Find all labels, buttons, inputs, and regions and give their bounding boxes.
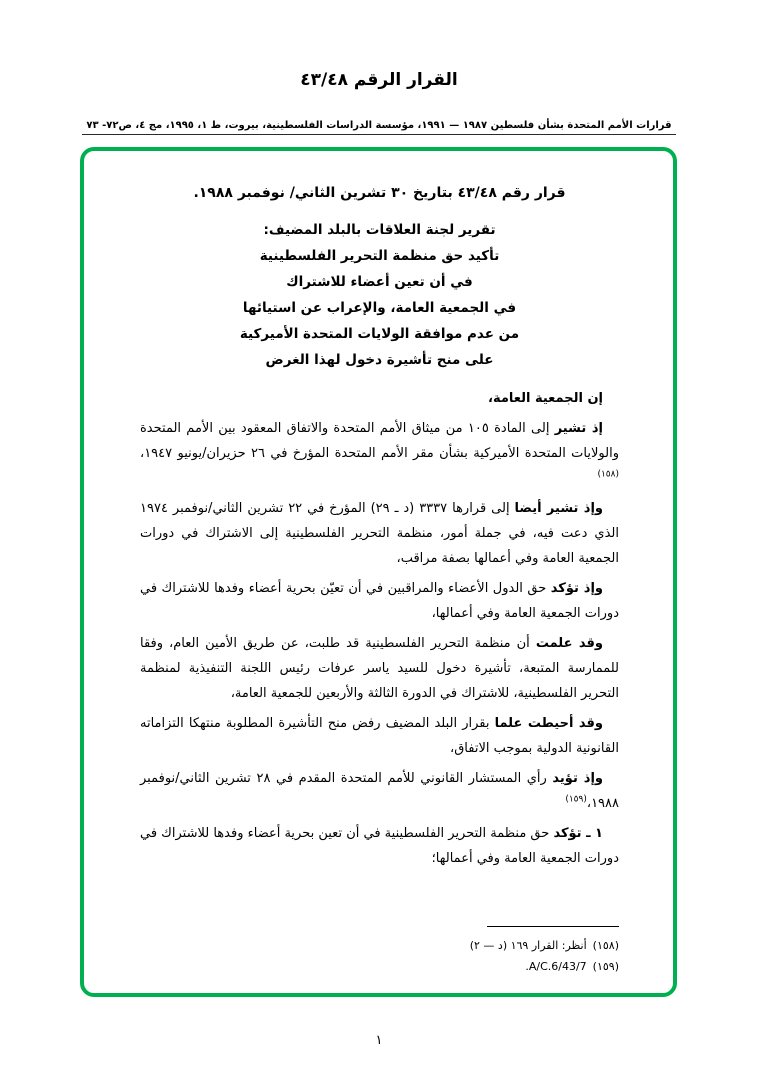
document-frame [80, 147, 677, 997]
footnote-text: أنظر: القرار ١٦٩ (د — ٢) [469, 939, 587, 952]
paragraph-recital [140, 766, 619, 816]
paragraph-lead: وقد أحيطت علما [494, 716, 604, 731]
paragraph-recital [140, 576, 619, 626]
footnotes-section [140, 926, 619, 977]
paragraph-text: حق منظمة التحرير الفلسطينية في أن تعين بحرية أعضاء وفدها للاشتراك في دورات الجمعية العامة وفي أعمالها؛ [140, 826, 619, 866]
page-number: ١ [375, 1033, 383, 1048]
resolution-body [140, 386, 619, 871]
subject-line: تأكيد حق منظمة التحرير الفلسطينية [259, 248, 500, 264]
paragraph-lead: إذ تشير [554, 421, 603, 436]
resolution-title: القرار الرقم ٤٣/٤٨ [300, 70, 458, 90]
footnote-item [140, 956, 619, 977]
paragraph-recital [140, 631, 619, 706]
paragraph-lead: وإذ تؤكد [550, 581, 603, 596]
paragraph-lead: وإذ تؤيد [552, 771, 603, 786]
footnote-text: A/C.6/43/7. [525, 960, 587, 973]
resolution-subject [140, 217, 619, 373]
paragraph-preamble [140, 386, 619, 411]
paragraph-recital [140, 496, 619, 571]
paragraph-text: رأي المستشار القانوني للأمم المتحدة المقدم في ٢٨ تشرين الثاني/نوفمبر ١٩٨٨، [140, 771, 619, 811]
subject-line: على منح تأشيرة دخول لهذا الغرض [265, 352, 494, 368]
paragraph-recital [140, 711, 619, 761]
footnote-number: (١٥٨) [592, 939, 619, 952]
paragraph-operative [140, 821, 619, 871]
footnote-item [140, 935, 619, 956]
paragraph-recital [140, 416, 619, 491]
paragraph-lead: وإذ تشير أيضا [514, 501, 604, 516]
paragraph-text: أن منظمة التحرير الفلسطينية قد طلبت، عن طريق الأمين العام، وفقا للممارسة المتبعة، تأشيرة دخول للسيد ياسر عرفات رئيس اللجنة التنفيذية لمنظمة التحرير الفلسطينية، للاشتراك في الدورة الثالثة والأربعين للجمعية العامة، [140, 636, 619, 701]
paragraph-lead: وقد علمت [535, 636, 604, 651]
paragraph-text: بقرار البلد المضيف رفض منح التأشيرة المطلوبة منتهكا التزاماته القانونية الدولية بموجب الاتفاق، [140, 716, 619, 756]
subject-line: تقرير لجنة العلاقات بالبلد المضيف: [263, 222, 496, 238]
page-footer [0, 1033, 758, 1048]
subject-line: في الجمعية العامة، والإعراب عن استيائها [242, 300, 517, 316]
paragraph-text: حق الدول الأعضاء والمراقبين في أن تعيّن بحرية أعضاء وفدها للاشتراك في دورات الجمعية العامة وفي أعمالها، [140, 581, 619, 621]
source-citation: قرارات الأمم المتحدة بشأن فلسطين ١٩٨٧ — ١٩٩١، مؤسسة الدراسات الفلسطينية، بيروت، ط ١، ١٩٩٥، مج ٤، ص٧٢- ٧٣ [82, 120, 675, 135]
footnote-ref: (١٥٨) [597, 469, 619, 480]
paragraph-lead: ١ ـ تؤكد [553, 826, 603, 841]
subject-line: من عدم موافقة الولايات المتحدة الأميركية [239, 326, 520, 342]
paragraph-text: إلى المادة ١٠٥ من ميثاق الأمم المتحدة والاتفاق المعقود بين الأمم المتحدة والولايات المتحدة الأميركية بشأن مقر الأمم المتحدة المؤرخ في ٢٦ حزيران/يونيو ١٩٤٧، [140, 421, 619, 461]
paragraph-lead: إن الجمعية العامة، [488, 391, 603, 406]
footnote-number: (١٥٩) [592, 960, 619, 973]
footnote-ref: (١٥٩) [565, 794, 587, 805]
page-header [0, 0, 758, 135]
subject-line: في أن تعين أعضاء للاشتراك [286, 274, 473, 290]
resolution-heading: قرار رقم ٤٣/٤٨ بتاريخ ٣٠ تشرين الثاني/ نوفمبر ١٩٨٨. [193, 185, 566, 201]
paragraph-text: إلى قرارها ٣٣٣٧ (د ـ ٢٩) المؤرخ في ٢٢ تشرين الثاني/نوفمبر ١٩٧٤ الذي دعت فيه، في جملة أمور، منظمة التحرير الفلسطينية إلى الاشتراك في دورات الجمعية العامة وفي أعمالها بصفة مراقب، [140, 501, 619, 566]
footnote-separator [487, 926, 619, 927]
